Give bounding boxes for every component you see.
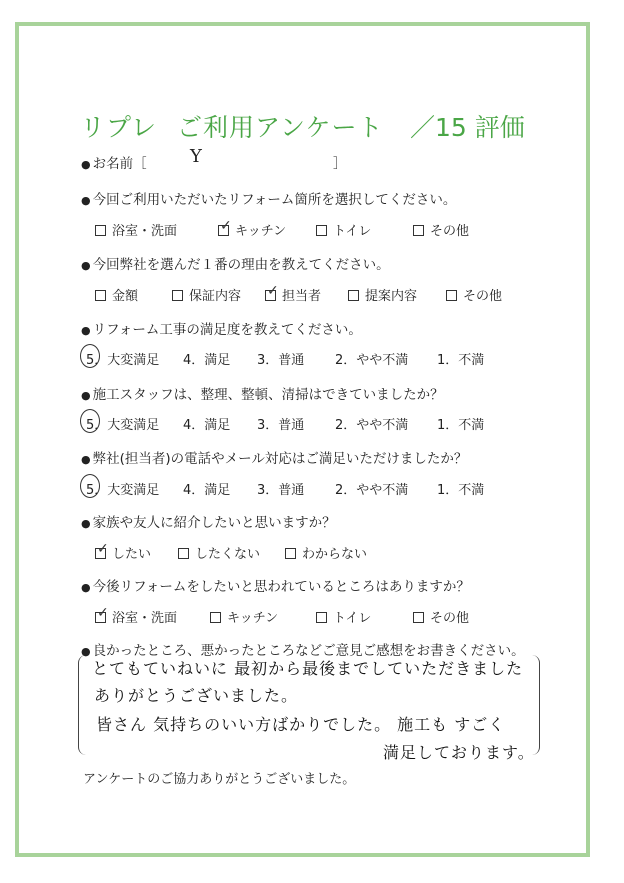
- q4-scale-4[interactable]: 4．満足: [183, 418, 231, 433]
- q7-option-other[interactable]: その他: [413, 607, 469, 626]
- question-satisfaction: ● リフォーム工事の満足度を教えてください。: [81, 322, 362, 338]
- name-bracket-close: ］: [333, 156, 347, 172]
- checkbox[interactable]: [446, 290, 457, 301]
- q7-option-toilet[interactable]: トイレ: [316, 607, 371, 626]
- q4-scale-3[interactable]: 3．普通: [257, 418, 305, 433]
- q1-option-toilet[interactable]: トイレ: [316, 220, 371, 239]
- question-comments: ● 良かったところ、悪かったところなどご意見ご感想をお書きください。: [81, 643, 525, 659]
- question-reform-area: ● 今回ご利用いただいたリフォーム箇所を選択してください。: [81, 192, 457, 208]
- footer-thanks: アンケートのご協力ありがとうございました。: [83, 772, 356, 787]
- checkbox[interactable]: [210, 612, 221, 623]
- checkbox-checked[interactable]: [218, 225, 229, 236]
- survey-title: リプレ ご利用アンケート: [80, 113, 384, 142]
- comment-line-1: とてもていねいに 最初から最後までしていただきました: [92, 659, 524, 678]
- comment-line-4: 満足しております。: [383, 743, 535, 762]
- q1-option-bath[interactable]: 浴室・洗面: [95, 220, 177, 239]
- q5-scale-1[interactable]: 1．不満: [437, 483, 485, 498]
- q2-option-warranty[interactable]: 保証内容: [172, 285, 241, 304]
- q2-option-other[interactable]: その他: [446, 285, 502, 304]
- comment-line-3: 皆さん 気持ちのいい方ばかりでした。 施工も すごく: [96, 715, 506, 734]
- q2-option-staff[interactable]: ✓ 担当者: [265, 285, 321, 304]
- name-input[interactable]: Y: [190, 146, 202, 167]
- q3-scale-1[interactable]: 1．不満: [437, 353, 485, 368]
- question-recommend: ● 家族や友人に紹介したいと思いますか？: [81, 515, 336, 531]
- q1-option-kitchen[interactable]: ✓ キッチン: [218, 220, 286, 239]
- question-reason: ● 今回弊社を選んだ１番の理由を教えてください。: [81, 257, 390, 273]
- checkbox[interactable]: [413, 225, 424, 236]
- q6-option-no[interactable]: したくない: [178, 543, 260, 562]
- q5-scale-2[interactable]: 2．やや不満: [335, 483, 409, 498]
- checkbox[interactable]: [172, 290, 183, 301]
- name-label: ● お名前［: [81, 156, 147, 172]
- checkbox[interactable]: [348, 290, 359, 301]
- checkbox[interactable]: [316, 225, 327, 236]
- q4-scale-5[interactable]: 5．大変満足: [86, 418, 160, 433]
- q3-scale-3[interactable]: 3．普通: [257, 353, 305, 368]
- checkbox-checked[interactable]: [95, 548, 106, 559]
- checkbox-checked[interactable]: [265, 290, 276, 301]
- q4-scale-2[interactable]: 2．やや不満: [335, 418, 409, 433]
- checkbox[interactable]: [413, 612, 424, 623]
- q5-scale-5[interactable]: 5．大変満足: [86, 483, 160, 498]
- q5-scale-3[interactable]: 3．普通: [257, 483, 305, 498]
- checkbox[interactable]: [178, 548, 189, 559]
- q3-scale-2[interactable]: 2．やや不満: [335, 353, 409, 368]
- checkbox[interactable]: [316, 612, 327, 623]
- q7-option-bath[interactable]: ✓浴室・洗面: [95, 607, 177, 626]
- question-contact-response: ● 弊社(担当者)の電話やメール対応はご満足いただけましたか？: [81, 451, 468, 467]
- checkbox[interactable]: [95, 290, 106, 301]
- question-staff-cleanliness: ● 施工スタッフは、整理、整頓、清掃はできていましたか？: [81, 387, 444, 403]
- q7-option-kitchen[interactable]: キッチン: [210, 607, 278, 626]
- comment-line-2: ありがとうございました。: [94, 686, 299, 705]
- checkbox-checked[interactable]: [95, 612, 106, 623]
- q5-scale-4[interactable]: 4．満足: [183, 483, 231, 498]
- q1-option-other[interactable]: その他: [413, 220, 469, 239]
- checkbox[interactable]: [95, 225, 106, 236]
- checkbox[interactable]: [285, 548, 296, 559]
- q3-scale-4[interactable]: 4．満足: [183, 353, 231, 368]
- q3-scale-5[interactable]: 5．大変満足: [86, 353, 160, 368]
- q2-option-price[interactable]: 金額: [95, 285, 138, 304]
- evaluation-score: ／15 評価: [410, 113, 525, 142]
- q4-scale-1[interactable]: 1．不満: [437, 418, 485, 433]
- q6-option-yes[interactable]: ✓したい: [95, 543, 151, 562]
- question-future-reform: ● 今後リフォームをしたいと思われているところはありますか？: [81, 579, 470, 595]
- q6-option-unsure[interactable]: わからない: [285, 543, 367, 562]
- q2-option-proposal[interactable]: 提案内容: [348, 285, 417, 304]
